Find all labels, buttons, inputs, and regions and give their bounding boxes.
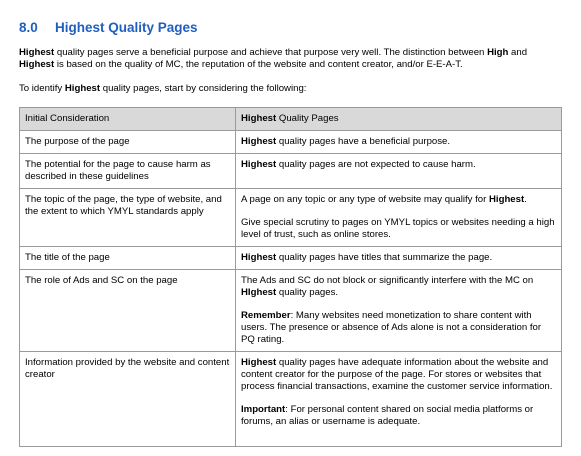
section-number: 8.0 — [19, 20, 38, 35]
identify-text-1: To identify — [19, 83, 65, 94]
intro-text-2: and — [508, 47, 528, 58]
identify-bold: Highest — [64, 83, 101, 94]
header-col2-bold: Highest — [241, 113, 277, 124]
intro-text-1: quality pages serve a beneficial purpose and achieve that purpose very well. The distinction between — [54, 47, 488, 58]
intro-bold-1: Highest — [19, 47, 55, 58]
criteria-bold: Highest — [241, 159, 277, 170]
intro-bold-3: Highest — [19, 59, 55, 70]
criteria-paragraph — [241, 159, 556, 171]
cell-criteria — [236, 270, 562, 352]
criteria-bold: Remember — [241, 310, 291, 321]
cell-criteria — [236, 247, 562, 270]
identify-text-2: quality pages, start by considering the following: — [100, 83, 307, 94]
criteria-text: quality pages have adequate information about the website and content creator for the purpose of the page. For stores or websites that process financial transactions, examine the customer service information. — [241, 357, 553, 392]
table-row — [20, 247, 562, 270]
criteria-text: quality pages have a beneficial purpose. — [276, 136, 451, 147]
consideration-text: The title of the page — [25, 252, 110, 263]
cell-criteria — [236, 189, 562, 247]
criteria-text: A page on any topic or any type of website may qualify for — [241, 194, 489, 205]
header-initial-consideration — [20, 108, 236, 131]
intro-paragraph — [19, 47, 559, 71]
table-row — [20, 131, 562, 154]
criteria-text: : Many websites need monetization to share content with users. The presence or absence of Ads alone is not a consideration for PQ rating. — [241, 310, 542, 345]
consideration-text: Information provided by the website and content creator — [25, 357, 230, 380]
table-header-row — [20, 108, 562, 131]
cell-criteria — [236, 131, 562, 154]
cell-consideration — [20, 352, 236, 447]
criteria-paragraph — [241, 194, 556, 206]
criteria-paragraph — [241, 217, 556, 241]
criteria-text: The Ads and SC do not block or significantly interfere with the MC on — [241, 275, 534, 286]
cell-consideration — [20, 247, 236, 270]
cell-criteria — [236, 154, 562, 189]
criteria-paragraph — [241, 275, 556, 299]
intro-bold-2: High — [487, 47, 509, 58]
criteria-text: Give special scrutiny to pages on YMYL topics or websites needing a high level of trust, such as online stores. — [241, 217, 555, 240]
table-row — [20, 352, 562, 447]
section-heading — [19, 20, 198, 36]
criteria-text-end: quality pages. — [276, 287, 339, 298]
header-col2-text: Quality Pages — [276, 113, 339, 124]
cell-consideration — [20, 131, 236, 154]
table-row — [20, 189, 562, 247]
considerations-table — [19, 107, 562, 447]
criteria-bold: Highest — [241, 357, 277, 368]
criteria-paragraph — [241, 136, 556, 148]
cell-consideration — [20, 189, 236, 247]
header-highest-quality-pages — [236, 108, 562, 131]
criteria-bold: Important — [241, 404, 286, 415]
criteria-text: quality pages are not expected to cause harm. — [276, 159, 476, 170]
criteria-text: quality pages have titles that summarize the page. — [276, 252, 493, 263]
criteria-text-end: . — [524, 194, 527, 205]
consideration-text: The potential for the page to cause harm as described in these guidelines — [25, 159, 211, 182]
table-row — [20, 154, 562, 189]
criteria-paragraph — [241, 404, 556, 428]
consideration-text: The purpose of the page — [25, 136, 130, 147]
criteria-bold: Highest — [488, 194, 525, 205]
criteria-paragraph — [241, 252, 556, 264]
header-col1-text: Initial Consideration — [25, 113, 110, 124]
criteria-bold: HIghest — [241, 287, 277, 298]
identify-paragraph — [19, 83, 559, 95]
cell-consideration — [20, 154, 236, 189]
intro-text-3: is based on the quality of MC, the reputation of the website and content creator, and/or E-E-A-T. — [54, 59, 463, 70]
criteria-bold: Highest — [241, 136, 277, 147]
criteria-bold: Highest — [241, 252, 277, 263]
criteria-paragraph — [241, 310, 556, 346]
criteria-text: : For personal content shared on social media platforms or forums, an alias or username is adequate. — [241, 404, 534, 427]
criteria-paragraph — [241, 357, 556, 393]
table-row — [20, 270, 562, 352]
consideration-text: The role of Ads and SC on the page — [25, 275, 178, 286]
section-title: Highest Quality Pages — [55, 20, 198, 35]
cell-consideration — [20, 270, 236, 352]
consideration-text: The topic of the page, the type of website, and the extent to which YMYL standards apply — [25, 194, 222, 217]
cell-criteria — [236, 352, 562, 447]
